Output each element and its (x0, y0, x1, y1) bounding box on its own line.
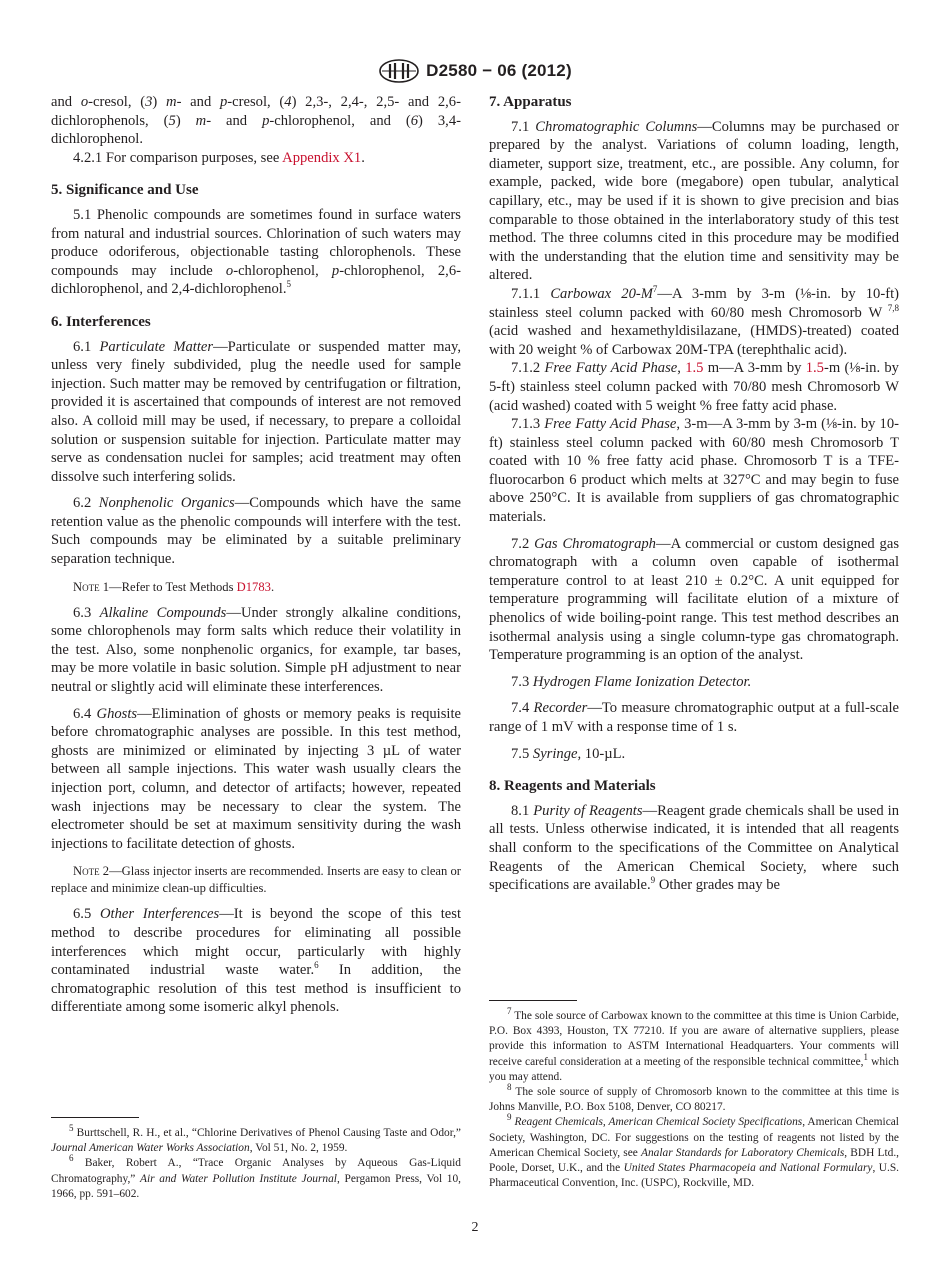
link-1-5-b[interactable]: 1.5 (805, 360, 824, 377)
section-8-heading: 8. Reagents and Materials (489, 778, 656, 795)
footnote-ref-7[interactable]: 7 (652, 284, 658, 295)
note-2: Note 2—Glass injector inserts are recommended. Inserts are easy to clean or replace and minimize clean-up difficulties. (51, 864, 461, 896)
paragraph-6-1: 6.1 Particulate Matter—Particulate or suspended matter may, unless very finely subdivided, plug the needle used for sample injection. Such matter may be removed by centrifugation or filtration, provided it is ascertained that compounds of interest are not removed also. A colloid mill may be used, if necessary, to prepare a colloidal solution or suspension suitable for injection. Particulate matter may serve as condensation nuclei for samples; acid treatment may often dissolve such interfering solids. (51, 338, 462, 485)
paragraph-7-1-2: 7.1.2 Free Fatty Acid Phase, 1.5 m—A 3-mm by 1.5-m (⅛-in. by 5-ft) stainless steel column packed with 70/80 mesh Chromosorb W (acid washed) coated with 5 weight % free fatty acid phase. (489, 360, 899, 414)
paragraph-7-1-1: 7.1.1 Carbowax $20-M^7—A$ 3-mm by 3-m (⅛-in. by 10-ft) stainless steel column packed with 60/80 mesh Chromosorb W $^{7,8}$ (acid washed and hexamethyldisilazane, (HMDS)-treated) coated with 20 weight % of Carbowax 20M-TPA (terephthalic acid). (489, 284, 900, 358)
footnote-9: $^9$ Reagent Chemicals, American Chemical Society Specifications, American Chemical Society, Washington, DC. For suggestions on the testing of reagents not listed by the American Chemical Society, see Analar Standards for Laboratory Chemicals, BDH Ltd., Poole, Dorset, U.K., and the United States Pharmacopeia and National Formulary, U.S. Pharmaceutical Convention, Inc. (USPC), Rockville, MD. (489, 1112, 900, 1190)
section-5-heading: 5. Significance and Use (51, 182, 199, 199)
paragraph-4-2-cont: and o-cresol, (3) m- and p-cresol, (4) 2,3-, 2,4-, 2,5- and 2,6-dichlorophenols, (5) m- and p-chlorophenol, and (6) 3,4-dichlorophenol. (51, 94, 461, 148)
paragraph-7-1: 7.1 Chromatographic Columns—Columns may be purchased or prepared by the analyst. Variations of column loading, length, diameter, support size, treatment, etc., are possible. Any column, for example, packed, wide bore (megabore) open tubular, analytical capillary, etc., may be used if it is shown to give precision and bias comparable to those obtained in the interlaboratory study of this test method. The three columns cited in this procedure may be modified with the understanding that the elution time and sensitivity may be altered. (489, 118, 899, 284)
left-column (51, 93, 461, 1017)
footnote-6: $^6$ Baker, Robert A., “Trace Organic Analyses by Aqueous Gas-Liquid Chromatography,” Air and Water Pollution Institute Journal, Pergamon Press, Vol 10, 1966, pp. 591–602. (51, 1153, 462, 1200)
footnote-rule (489, 1000, 577, 1001)
paragraph-5-1: 5.1 Phenolic compounds are sometimes found in surface waters from natural and industrial sources. Chlorination of such waters may produce odoriferous, objectionable tasting chlorophenols. These compounds may include o-chlorophenol, p-chlorophenol, 2,6-dichlorophenol, and 2,4-dichlorophenol.$^5$ (51, 206, 461, 298)
page-number: 2 (471, 1220, 479, 1235)
paragraph-7-5: 7.5 Syringe, 10-µL. (511, 745, 626, 762)
d1783-link[interactable]: D1783 (236, 579, 271, 594)
right-column (489, 93, 899, 895)
link-1-5-a[interactable]: 1.5 (685, 360, 704, 377)
paragraph-8-1: 8.1 Purity of Reagents—Reagent grade chemicals shall be used in all tests. Unless otherwise indicated, it is intended that all reagents shall conform to the specifications of the Committee on Analytical Reagents of the American Chemical Society, where such specifications are available.$^9$ Other grades may be (489, 802, 900, 894)
note-1: Note 1—Refer to Test Methods D1783. (73, 579, 275, 594)
paragraph-6-3: 6.3 Alkaline Compounds—Under strongly alkaline conditions, some chlorophenols may form salts which reduce their volatility in the test. Also, some nonphenolic organics, for example, tar bases, may be more volatile in basic solution. Simple pH adjustment to near neutral or slightly acid will eliminate these interferences. (51, 604, 461, 696)
section-6-heading: 6. Interferences (51, 313, 151, 330)
footnote-rule (51, 1117, 139, 1118)
paragraph-6-4: 6.4 Ghosts—Elimination of ghosts or memory peaks is requisite before chromatographic analyses are possible. In this test method, ghosts are minimized or eliminated by injecting 3 µL of water between all sample injections. This water wash usually clears the injection port, column, and detector of artifacts; however, repeated wash injections may be necessary to clear the system. The electrometer should be set at maximum sensitivity during the wash injections to facilitate detection of ghosts. (51, 705, 461, 852)
paragraph-6-2: 6.2 Nonphenolic Organics—Compounds which have the same retention value as the phenolic compounds will interfere with the test. Such compounds may be eliminated by a suitable preliminary separation technique. (51, 495, 462, 568)
footnote-8: $^8$ The sole source of supply of Chromosorb known to the committee at this time is Johns Manville, P.O. Box 5108, Denver, CO 80217. (489, 1082, 899, 1114)
paragraph-7-4: 7.4 Recorder—To measure chromatographic output at a full-scale range of 1 mV with a response time of 1 s. (489, 700, 900, 735)
footnotes-right (489, 1000, 899, 1191)
footnotes-left (51, 1117, 461, 1202)
footnote-ref-9[interactable]: 9 (650, 875, 656, 886)
paragraph-4-2-1: 4.2.1 For comparison purposes, see Appendix X1. (73, 149, 365, 166)
section-7-heading: 7. Apparatus (489, 94, 572, 110)
footnote-ref-5[interactable]: 5 (286, 279, 291, 290)
paragraph-7-3: 7.3 Hydrogen Flame Ionization Detector. (511, 673, 752, 690)
footnote-7: $^7$ The sole source of Carbowax known to the committee at this time is Union Carbide, P.O. Box 4393, Houston, TX 77210. If you are aware of alternative suppliers, please provide this information to ASTM International Headquarters. Your comments will receive careful consideration at a meeting of the responsible technical committee,$^1$ which you may attend. (489, 1006, 899, 1083)
paragraph-6-5: 6.5 Other Interferences—It is beyond the scope of this test method to describe procedures for eliminating all possible interferences which might occur, particularly with highly contaminated industrial waste water.$^6$ In addition, the chromatographic resolution of this test method is insufficient to differentiate among some isomeric alkyl phenols. (51, 906, 461, 1016)
footnote-ref-6[interactable]: 6 (314, 960, 319, 971)
footnote-5: $^5$ Burttschell, R. H., et al., “Chlorine Derivatives of Phenol Causing Taste and Odor,” Journal American Water Works Association, Vol 51, No. 2, 1959. (51, 1123, 461, 1155)
footnote-ref-7-8[interactable]: 7,8 (882, 302, 900, 313)
paragraph-7-2: 7.2 Gas Chromatograph—A commercial or custom designed gas chromatograph with a column oven capable of isothermal temperature control to at least 210 ± 0.2°C. A unit equipped for temperature programming will facilitate elution of a mixture of phenolics of wide boiling-point range. This test method describes an isothermal analysis using a single column-type gas chromatograph. Temperature programming is an option of the analyst. (489, 535, 900, 664)
paragraph-7-1-3: 7.1.3 Free Fatty Acid Phase, 3-m—A 3-mm by 3-m (⅛-in. by 10-ft) stainless steel column packed with 60/80 mesh Chromosorb T coated with 10 % free fatty acid phase. Chromosorb T is a TFE-fluorocarbon 6 product which melts at 327°C and may begin to fuse above 250°C. It is available from suppliers of gas chromatographic materials. (489, 416, 899, 526)
appendix-x1-link[interactable]: Appendix X1 (282, 149, 362, 166)
astm-logo-icon (378, 59, 420, 83)
designation: D2580 − 06 (2012) (426, 61, 572, 80)
page-header (0, 58, 950, 84)
